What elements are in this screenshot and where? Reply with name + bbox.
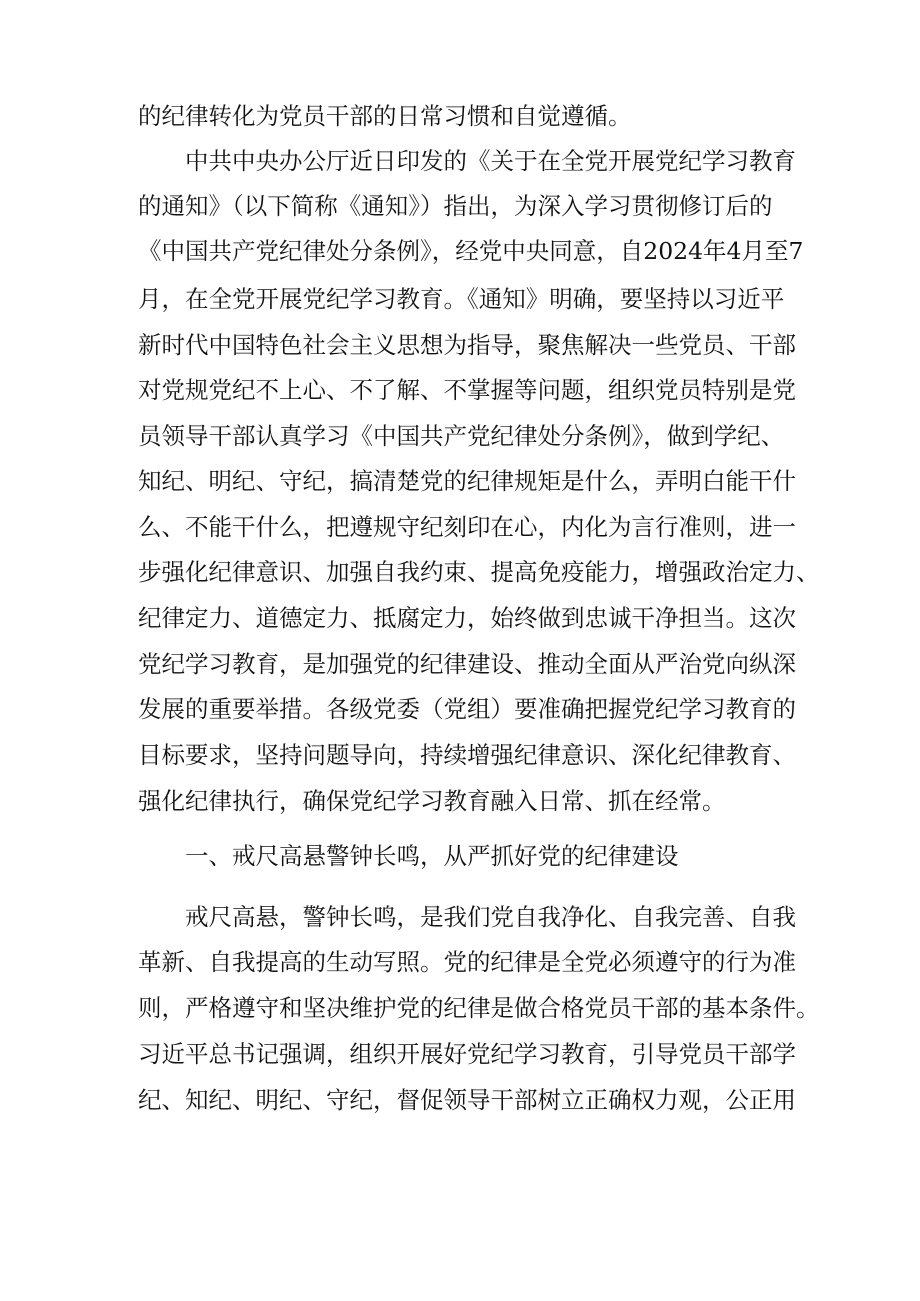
text-line: 步强化纪律意识、加强自我约束、提高免疫能力，增强政治定力、 <box>138 558 820 586</box>
text-line: 么、不能干什么，把遵规守纪刻印在心，内化为言行准则，进一 <box>138 513 796 541</box>
paragraph-start-line: 中共中央办公厅近日印发的《关于在全党开展党纪学习教育 <box>185 147 796 175</box>
text-line: 习近平总书记强调，组织开展好党纪学习教育，引导党员干部学 <box>138 1040 796 1068</box>
text-line: 党纪学习教育，是加强党的纪律建设、推动全面从严治党向纵深 <box>138 650 796 678</box>
text-line: 的纪律转化为党员干部的日常习惯和自觉遵循。 <box>138 102 632 130</box>
text-line: 《中国共产党纪律处分条例》，经党中央同意，自2024年4月至7 <box>138 237 804 265</box>
text-line: 目标要求，坚持问题导向，持续增强纪律意识、深化纪律教育、 <box>138 741 796 769</box>
text-line: 的通知》（以下简称《通知》）指出，为深入学习贯彻修订后的 <box>138 192 773 220</box>
text-line: 则，严格遵守和坚决维护党的纪律是做合格党员干部的基本条件。 <box>138 994 820 1022</box>
text-line: 月，在全党开展党纪学习教育。《通知》明确，要坚持以习近平 <box>138 285 785 313</box>
text-line: 新时代中国特色社会主义思想为指导，聚焦解决一些党员、干部 <box>138 331 796 359</box>
text-line: 纪、知纪、明纪、守纪，督促领导干部树立正确权力观，公正用 <box>138 1086 796 1114</box>
text-line: 对党规党纪不上心、不了解、不掌握等问题，组织党员特别是党 <box>138 376 796 404</box>
text-line: 纪律定力、道德定力、抵腐定力，始终做到忠诚干净担当。这次 <box>138 604 796 632</box>
section-heading: 一、戒尺高悬警钟长鸣，从严抓好党的纪律建设 <box>185 842 679 870</box>
text-line: 员领导干部认真学习《中国共产党纪律处分条例》，做到学纪、 <box>138 422 785 450</box>
paragraph-start-line: 戒尺高悬，警钟长鸣，是我们党自我净化、自我完善、自我 <box>185 903 796 931</box>
text-line: 发展的重要举措。各级党委（党组）要准确把握党纪学习教育的 <box>138 695 796 723</box>
text-line: 强化纪律执行，确保党纪学习教育融入日常、抓在经常。 <box>138 787 726 815</box>
text-line: 知纪、明纪、守纪，搞清楚党的纪律规矩是什么，弄明白能干什 <box>138 467 796 495</box>
text-line: 革新、自我提高的生动写照。党的纪律是全党必须遵守的行为准 <box>138 948 796 976</box>
